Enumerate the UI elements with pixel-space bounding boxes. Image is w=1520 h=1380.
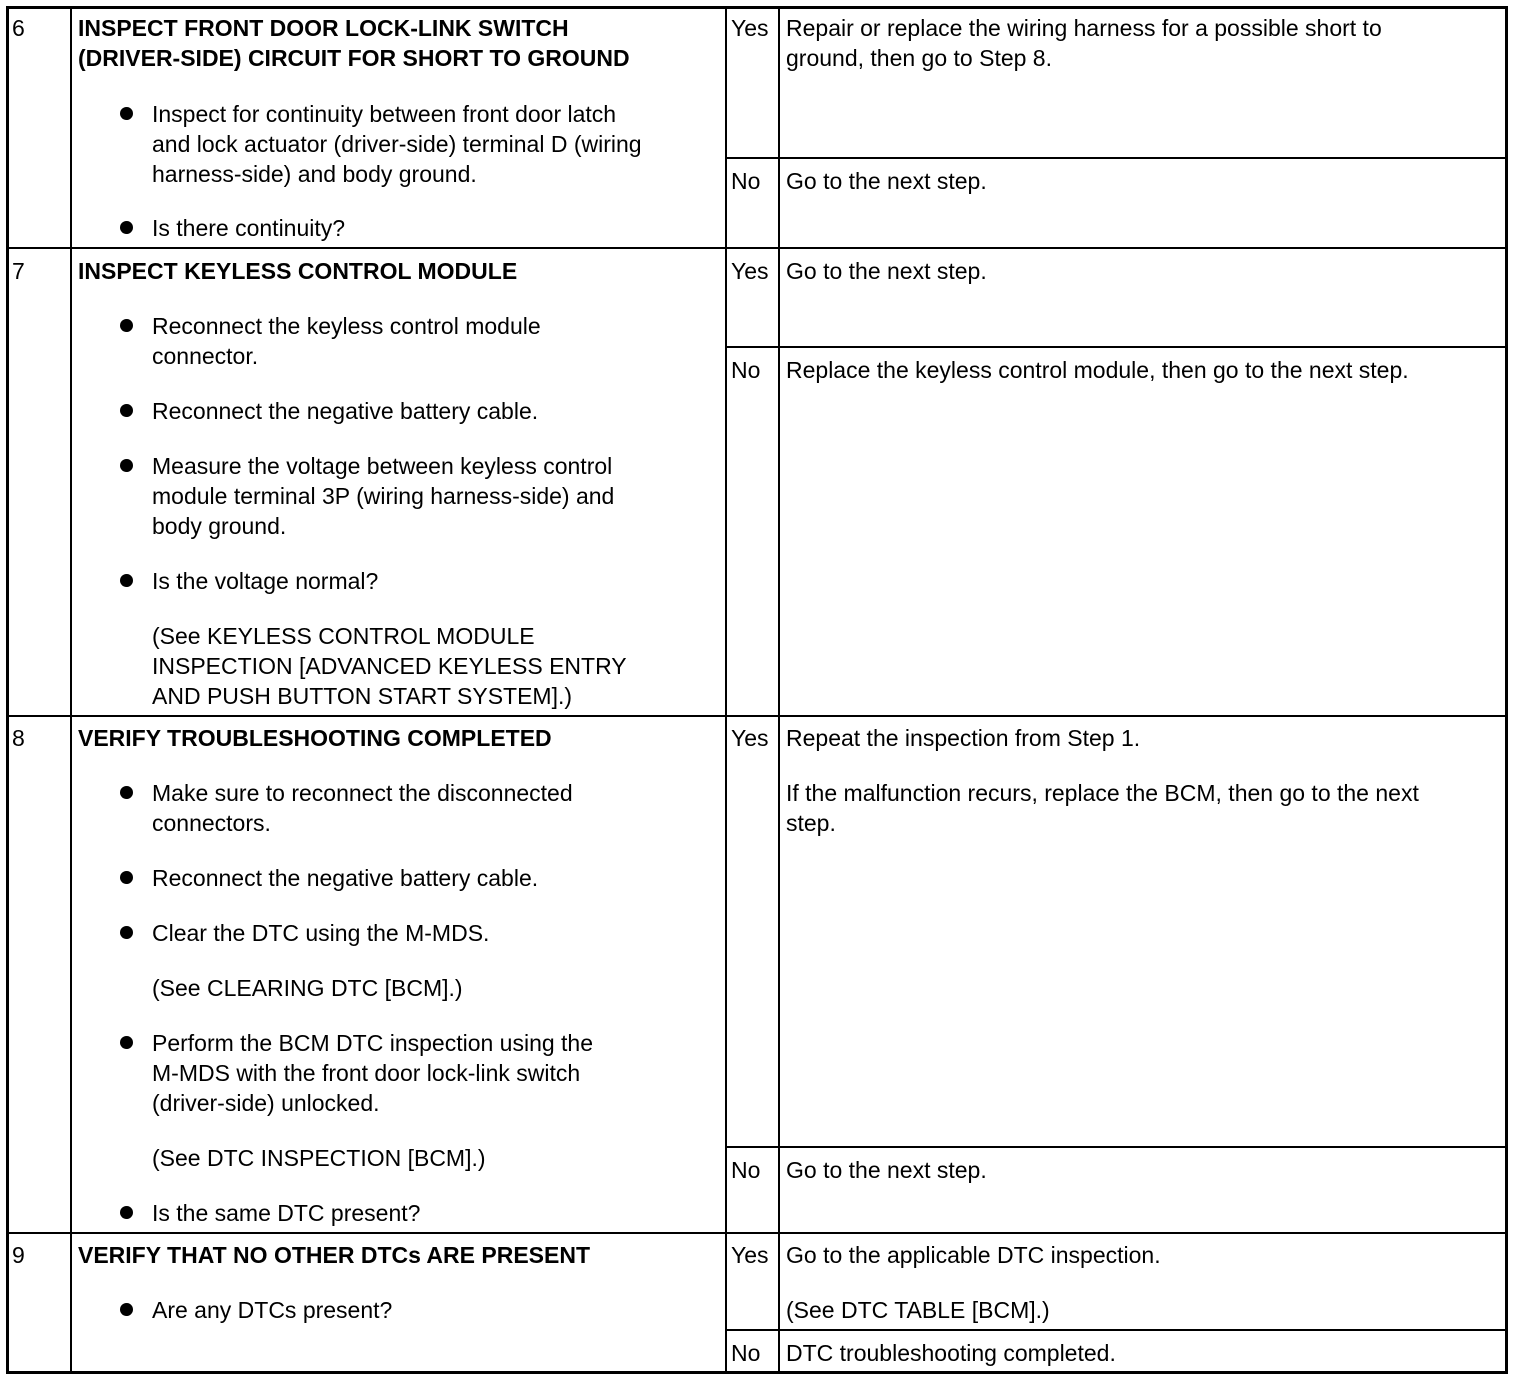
bullet-text: Reconnect the negative battery cable. xyxy=(152,865,539,891)
yes-label: Yes xyxy=(731,725,769,751)
bullet-icon xyxy=(120,221,133,234)
bullet-icon xyxy=(120,404,133,417)
reference-note: (See CLEARING DTC [BCM].) xyxy=(152,975,463,1001)
yes-action: If the malfunction recurs, replace the BCM, then go to the next xyxy=(786,780,1419,806)
yes-action: Repair or replace the wiring harness for a possible short to xyxy=(786,15,1382,41)
no-label: No xyxy=(731,357,761,383)
step-title: VERIFY TROUBLESHOOTING COMPLETED xyxy=(78,725,552,751)
step-title: VERIFY THAT NO OTHER DTCs ARE PRESENT xyxy=(78,1242,591,1268)
yes-label: Yes xyxy=(731,15,769,41)
bullet-icon xyxy=(120,1206,133,1219)
step-number: 6 xyxy=(12,15,25,41)
yes-action: step. xyxy=(786,810,836,836)
bullet-text: harness-side) and body ground. xyxy=(152,161,477,187)
bullet-text: Is there continuity? xyxy=(152,215,346,241)
no-label: No xyxy=(731,1340,761,1366)
reference-note: AND PUSH BUTTON START SYSTEM].) xyxy=(152,683,573,709)
bullet-icon xyxy=(120,786,133,799)
no-action: Go to the next step. xyxy=(786,1157,987,1183)
step-number: 7 xyxy=(12,258,25,284)
step-number: 8 xyxy=(12,725,25,751)
row-divider xyxy=(8,715,1506,717)
bullet-text: Is the voltage normal? xyxy=(152,568,379,594)
bullet-text: connector. xyxy=(152,343,259,369)
bullet-text: Are any DTCs present? xyxy=(152,1297,393,1323)
bullet-icon xyxy=(120,1036,133,1049)
yes-action: Go to the applicable DTC inspection. xyxy=(786,1242,1161,1268)
yes-action: Repeat the inspection from Step 1. xyxy=(786,725,1141,751)
bullet-text: Clear the DTC using the M-MDS. xyxy=(152,920,490,946)
reference-note: (See DTC INSPECTION [BCM].) xyxy=(152,1145,486,1171)
column-divider-step xyxy=(70,8,72,1372)
yes-no-divider xyxy=(725,1146,1506,1148)
row-divider xyxy=(8,1232,1506,1234)
bullet-text: Reconnect the keyless control module xyxy=(152,313,541,339)
bullet-text: Perform the BCM DTC inspection using the xyxy=(152,1030,594,1056)
reference-note: (See KEYLESS CONTROL MODULE xyxy=(152,623,535,649)
no-label: No xyxy=(731,1157,761,1183)
row-divider xyxy=(8,247,1506,249)
yes-no-divider xyxy=(725,157,1506,159)
bullet-icon xyxy=(120,871,133,884)
bullet-icon xyxy=(120,459,133,472)
bullet-icon xyxy=(120,1303,133,1316)
yes-action: Go to the next step. xyxy=(786,258,987,284)
step-title: INSPECT KEYLESS CONTROL MODULE xyxy=(78,258,518,284)
yes-no-divider xyxy=(725,346,1506,348)
yes-action: ground, then go to Step 8. xyxy=(786,45,1052,71)
column-divider-action xyxy=(725,8,727,1372)
step-title: (DRIVER-SIDE) CIRCUIT FOR SHORT TO GROUND xyxy=(78,45,630,71)
bullet-icon xyxy=(120,926,133,939)
bullet-text: Reconnect the negative battery cable. xyxy=(152,398,539,424)
bullet-text: Measure the voltage between keyless control xyxy=(152,453,613,479)
no-label: No xyxy=(731,168,761,194)
bullet-text: module terminal 3P (wiring harness-side) and xyxy=(152,483,615,509)
bullet-icon xyxy=(120,107,133,120)
step-title: INSPECT FRONT DOOR LOCK-LINK SWITCH xyxy=(78,15,569,41)
yes-label: Yes xyxy=(731,1242,769,1268)
no-action: DTC troubleshooting completed. xyxy=(786,1340,1116,1366)
bullet-text: and lock actuator (driver-side) terminal D (wiring xyxy=(152,131,642,157)
yes-action: (See DTC TABLE [BCM].) xyxy=(786,1297,1050,1323)
no-action: Go to the next step. xyxy=(786,168,987,194)
bullet-icon xyxy=(120,319,133,332)
no-action: Replace the keyless control module, then go to the next step. xyxy=(786,357,1409,383)
bullet-text: Inspect for continuity between front door latch xyxy=(152,101,617,127)
bullet-text: connectors. xyxy=(152,810,271,836)
bullet-icon xyxy=(120,574,133,587)
step-number: 9 xyxy=(12,1242,25,1268)
bullet-text: (driver-side) unlocked. xyxy=(152,1090,380,1116)
bullet-text: body ground. xyxy=(152,513,287,539)
reference-note: INSPECTION [ADVANCED KEYLESS ENTRY xyxy=(152,653,627,679)
yes-no-divider xyxy=(725,1329,1506,1331)
yes-label: Yes xyxy=(731,258,769,284)
bullet-text: Make sure to reconnect the disconnected xyxy=(152,780,573,806)
bullet-text: Is the same DTC present? xyxy=(152,1200,421,1226)
bullet-text: M-MDS with the front door lock-link switch xyxy=(152,1060,581,1086)
column-divider-result xyxy=(778,8,780,1372)
